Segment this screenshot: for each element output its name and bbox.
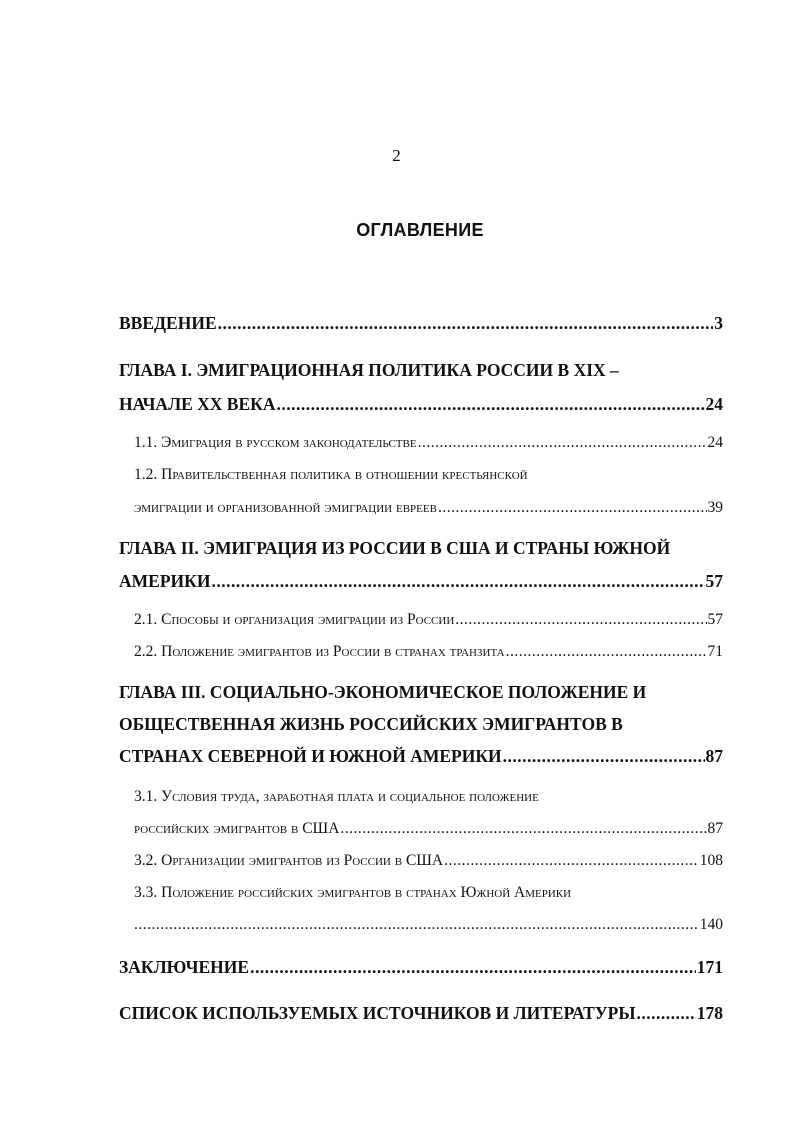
dot-leader (503, 746, 705, 767)
dot-leader (218, 313, 714, 334)
dot-leader (455, 611, 706, 629)
toc-page: 140 (699, 916, 723, 933)
toc-label: 2.1. Способы и организация эмиграции из России (134, 611, 455, 628)
toc-entry-conclusion[interactable] (119, 957, 723, 978)
toc-section-1-1[interactable] (134, 434, 723, 452)
toc-section-3-3[interactable] (134, 916, 723, 934)
toc-label: 1.1. Эмиграция в русском законодательстве (134, 434, 417, 451)
toc-page: 87 (707, 820, 723, 837)
toc-label: эмиграции и организованной эмиграции евреев (134, 499, 437, 516)
toc-chapter-3[interactable] (119, 746, 723, 767)
toc-section-3-3-line1[interactable]: 3.3. Положение российских эмигрантов в странах Южной Америки (134, 884, 572, 901)
toc-page: 171 (696, 957, 723, 977)
toc-section-3-1[interactable] (134, 820, 723, 838)
toc-section-1-2-line1[interactable]: 1.2. Правительственная политика в отношении крестьянской (134, 466, 528, 483)
toc-section-3-2[interactable] (134, 852, 723, 870)
toc-page: 39 (707, 499, 723, 516)
dot-leader (438, 499, 707, 517)
toc-entry-intro[interactable] (119, 313, 723, 334)
toc-page: 3 (714, 313, 723, 333)
toc-section-1-2[interactable] (134, 499, 723, 517)
toc-label: ВВЕДЕНИЕ (119, 313, 217, 333)
toc-chapter-3-line2[interactable]: ОБЩЕСТВЕННАЯ ЖИЗНЬ РОССИЙСКИХ ЭМИГРАНТОВ В (119, 714, 623, 734)
toc-page: 87 (705, 746, 723, 766)
dot-leader (418, 434, 707, 452)
toc-section-3-1-line1[interactable]: 3.1. Условия труда, заработная плата и социальное положение (134, 788, 539, 805)
dot-leader (276, 394, 704, 415)
toc-page: 24 (705, 394, 723, 414)
toc-page: 57 (705, 571, 723, 591)
toc-page: 57 (707, 611, 723, 628)
toc-page: 178 (696, 1003, 723, 1023)
toc-page: 24 (707, 434, 723, 451)
toc-section-2-1[interactable] (134, 611, 723, 629)
toc-page: 108 (699, 852, 723, 869)
toc-chapter-2[interactable] (119, 571, 723, 592)
dot-leader (211, 571, 704, 592)
page-number: 2 (392, 146, 401, 165)
toc-chapter-1-line1[interactable]: ГЛАВА I. ЭМИГРАЦИОННАЯ ПОЛИТИКА РОССИИ В XIX – (119, 360, 619, 380)
toc-chapter-1[interactable] (119, 394, 723, 415)
toc-chapter-2-line1[interactable]: ГЛАВА II. ЭМИГРАЦИЯ ИЗ РОССИИ В США И СТРАНЫ ЮЖНОЙ (119, 538, 671, 558)
toc-page: 71 (707, 643, 723, 660)
dot-leader (637, 1003, 696, 1024)
dot-leader (250, 957, 696, 978)
toc-label: российских эмигрантов в США (134, 820, 340, 837)
toc-label: СТРАНАХ СЕВЕРНОЙ И ЮЖНОЙ АМЕРИКИ (119, 746, 502, 766)
toc-label: 2.2. Положение эмигрантов из России в странах транзита (134, 643, 505, 660)
dot-leader (340, 820, 706, 838)
dot-leader (444, 852, 699, 870)
toc-label: НАЧАЛЕ XX ВЕКА (119, 394, 276, 414)
toc-chapter-3-line1[interactable]: ГЛАВА III. СОЦИАЛЬНО-ЭКОНОМИЧЕСКОЕ ПОЛОЖЕНИЕ И (119, 682, 647, 702)
toc-label: ЗАКЛЮЧЕНИЕ (119, 957, 250, 977)
toc-label: 3.2. Организации эмигрантов из России в США (134, 852, 444, 869)
toc-label: СПИСОК ИСПОЛЬЗУЕМЫХ ИСТОЧНИКОВ И ЛИТЕРАТУРЫ (119, 1003, 636, 1023)
dot-leader (506, 643, 707, 661)
dot-leader (134, 916, 699, 934)
toc-section-2-2[interactable] (134, 643, 723, 661)
toc-label: АМЕРИКИ (119, 571, 211, 591)
page-title: ОГЛАВЛЕНИЕ (356, 220, 484, 240)
toc-entry-sources[interactable] (119, 1003, 723, 1024)
